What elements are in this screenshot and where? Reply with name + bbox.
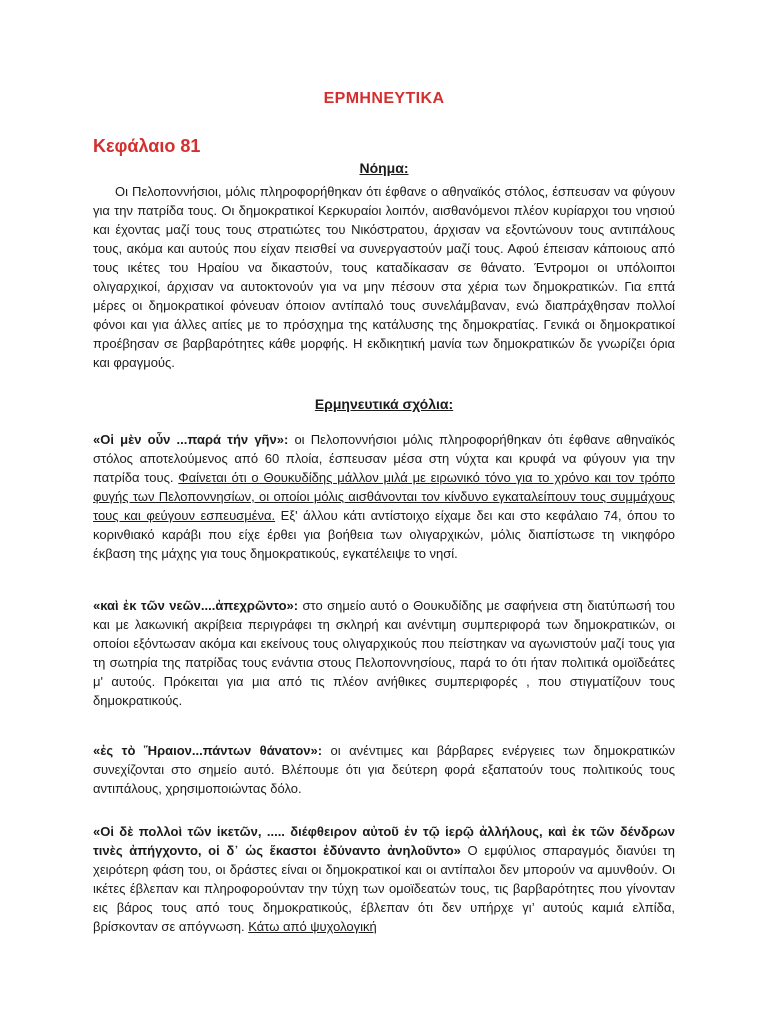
comment-text: οι ανέντιμες και βάρβαρες ενέργειες των δημοκρατικών συνεχίζονται στο σημείο αυτό. Βλέπουμε ότι για δεύτερη φορά εξαπατούν τους πολιτικούς τους αντιπάλους, χρησιμοποιώντας δόλο. <box>93 743 675 796</box>
comment-underlined-text: Φαίνεται ότι ο Θουκυδίδης μάλλον μιλά με ειρωνικό τόνο για το χρόνο και τον τρόπο φυγής των Πελοποννησίων, οι οποίοι μόλις αισθάνονται τον κίνδυνο εγκαταλείπουν τους συμμάχους τους και φεύγουν εσπευσμένα. <box>93 470 675 523</box>
comment-underlined-text: Κάτω από ψυχολογική <box>248 919 377 934</box>
comment-paragraph <box>93 822 675 936</box>
meaning-heading: Νόημα: <box>359 160 409 176</box>
comment-text: οι Πελοποννήσιοι μόλις πληροφορήθηκαν ότι έφθανε αθηναϊκός στόλος αποτελούμενος από 60 πλοία, έσπευσαν μέσα στη νύχτα και κρυφά να φύγουν για την πατρίδα τους. <box>93 432 675 485</box>
comment-lemma: «καὶ ἐκ τῶν νεῶν....ἀπεχρῶντο»: <box>93 598 299 613</box>
comment-paragraph <box>93 430 675 563</box>
comment-lemma: «ἐς τὸ Ἥραιον...πάντων θάνατον»: <box>93 743 323 758</box>
comment-lemma: «Οἱ μὲν οὖν ...παρά τήν γῆν»: <box>93 432 289 447</box>
comment-text: Εξ' άλλου κάτι αντίστοιχο είχαμε δει και στο κεφάλαιο 74, όπου το κορινθιακό καράβι που είχε έρθει για βοήθεια των ολιγαρχικών, μόλις διαπίστωσε τη νικηφόρο έκβαση της μάχης για τους δημοκρατικούς, εγκατέλειψε το νησί. <box>93 508 675 561</box>
comment-paragraph <box>93 596 675 710</box>
meaning-paragraph: Οι Πελοποννήσιοι, μόλις πληροφορήθηκαν ότι έφθανε ο αθηναϊκός στόλος, έσπευσαν να φύγουν για την πατρίδα τους. Οι δημοκρατικοί Κερκυραίοι λοιπόν, αισθανόμενοι πλέον κυρίαρχοι του νησιού και έχοντας μαζί τους τους στρατιώτες του Νικόστρατου, άρχισαν να εξοντώνουν τους αντιπάλους τους, ακόμα και αυτούς που είχαν πεισθεί να συνεργαστούν μαζί τους. Αφού έπεισαν κάποιους από τους ικέτες του Ηραίου να δικαστούν, τους καταδίκασαν σε θάνατο. Έντρομοι οι υπόλοιποι ολιγαρχικοί, άρχισαν να αυτοκτονούν για να μην πέσουν στα χέρια των δημοκρατικών. Για επτά μέρες οι δημοκρατικοί φόνευαν όποιον αντίπαλό τους συνελάμβαναν, ενώ διαπράχθησαν πολλοί φόνοι και για άλλες αιτίες με το πρόσχημα της κατάλυσης της δημοκρατίας. Γενικά οι δημοκρατικοί προέβησαν σε βαρβαρότητες κάθε μορφής. Η εκδικητική μανία των δημοκρατικών δε γνωρίζει όρια και φραγμούς. <box>93 184 675 370</box>
chapter-heading: Κεφάλαιο 81 <box>93 136 201 156</box>
comments-heading: Ερμηνευτικά σχόλια: <box>314 396 454 412</box>
document-title: ΕΡΜΗΝΕΥΤΙΚΑ <box>323 90 445 107</box>
comment-text: Ο εμφύλιος σπαραγμός διανύει τη χειρότερη φάση του, οι δράστες είναι οι δημοκρατικοί και οι αντίπαλοι δεν μπορούν να αμυνθούν. Οι ικέτες έβλεπαν και πληροφορούνταν την τύχη των ομοϊδεατών τους, τις βαρβαρότητες που γίνονταν εις βάρος τους από τους δημοκρατικούς, έβλεπαν ότι δεν υπήρχε γι’ αυτούς καμιά ελπίδα, βρίσκονταν σε απόγνωση. <box>93 843 675 934</box>
comment-text: στο σημείο αυτό ο Θουκυδίδης με σαφήνεια στη διατύπωσή του και με λακωνική ακρίβεια περιγράφει τη σκληρή και ανέντιμη συμπεριφορά των δημοκρατικών, οι οποίοι εξόντωσαν ακόμα και εκείνους τους ολιγαρχικούς που πείστηκαν να αγωνιστούν μαζί τους για τη σωτηρία της πατρίδας τους ενάντια στους Πελοποννησίους, παρά το ότι ήταν πολιτικά ομοϊδεάτες μ' αυτούς. Πρόκειται για μια από τις πλέον ανήθικες συμπεριφορές , που στιγματίζουν τους δημοκρατικούς. <box>93 598 675 708</box>
comment-paragraph <box>93 741 675 798</box>
comment-lemma: «Οἱ δὲ πολλοὶ τῶν ἱκετῶν, ..... διέφθειρον αὐτοῦ ἐν τῷ ἱερῷ ἀλλήλους, καὶ ἐκ τῶν δένδρων τινὲς ἀπήγχοντο, οἱ δ᾽ ὡς ἕκαστοι ἐδύναντο ἀνηλοῦντο» <box>93 824 675 858</box>
